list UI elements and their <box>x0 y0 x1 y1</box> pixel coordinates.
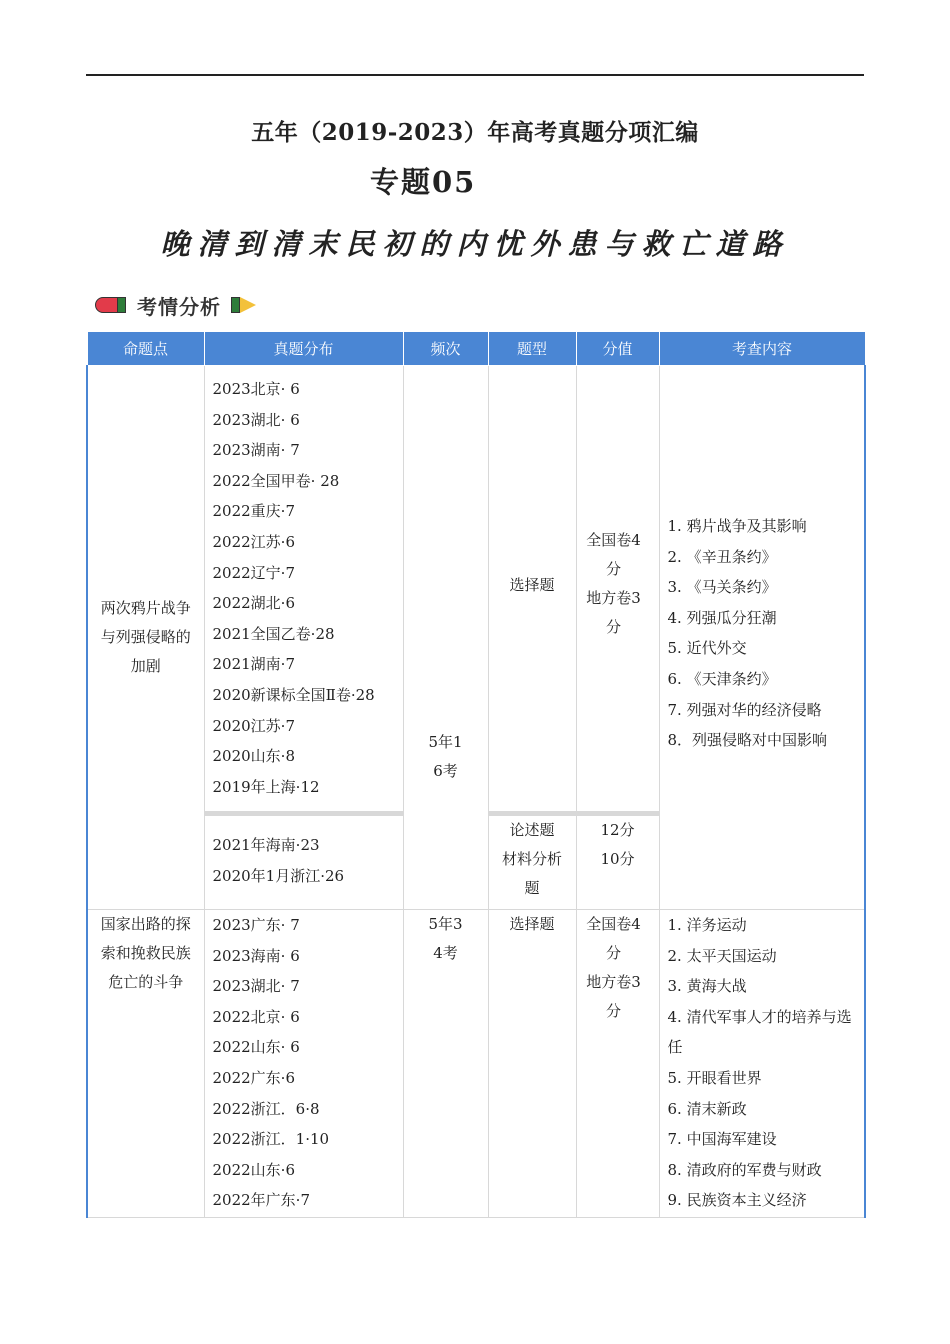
type-cell <box>488 814 576 910</box>
content-list <box>660 511 865 756</box>
list-item: 2022浙江．1·10 <box>212 1130 330 1149</box>
list-item: 2020年1月浙江·26 <box>212 866 345 885</box>
pencil-right-icon <box>231 297 261 313</box>
list-item: 2. 太平天国运动 <box>667 946 777 965</box>
list-item: 7. 中国海军建设 <box>667 1130 777 1149</box>
list-item: 3. 《马关条约》 <box>667 578 777 597</box>
topic-cell <box>87 910 204 1218</box>
list-item: 1. 鸦片战争及其影响 <box>667 517 807 535</box>
section-header <box>95 291 261 319</box>
list-item: 4. 清代军事人才的培养与选任 <box>667 1007 852 1057</box>
score-text: 全国卷4分 地方卷3分 <box>586 531 641 636</box>
col-header-papers: 真题分布 <box>204 332 403 366</box>
list-item: 2022全国甲卷· 28 <box>212 471 340 490</box>
col-header-content: 考查内容 <box>659 332 865 366</box>
score-text: 全国卷4分 地方卷3分 <box>586 915 641 1020</box>
frequency-text: 5年16考 <box>428 732 463 780</box>
type-cell <box>488 366 576 814</box>
list-item: 2022辽宁·7 <box>212 563 295 582</box>
list-item: 2022湖北·6 <box>212 594 295 613</box>
list-item: 2020新课标全国Ⅱ卷·28 <box>212 685 375 704</box>
list-item: 2022江苏·6 <box>212 532 295 551</box>
list-item: 2023湖北· 6 <box>212 410 300 429</box>
list-item: 2020山东·8 <box>212 747 295 766</box>
type-text: 选择题 <box>509 915 555 933</box>
list-item: 2019年上海·12 <box>212 777 320 796</box>
score-cell <box>576 366 659 814</box>
list-item: 6. 清末新政 <box>667 1099 747 1118</box>
list-item: 8．列强侵略对中国影响 <box>667 731 828 750</box>
top-rule <box>86 74 864 76</box>
list-item: 2023广东· 7 <box>212 916 300 934</box>
title-main: 五年（2019-2023）年高考真题分项汇编 <box>251 119 699 146</box>
table-row <box>87 910 865 1218</box>
type-cell <box>488 910 576 1218</box>
papers-cell <box>204 910 403 1218</box>
list-item: 5. 近代外交 <box>667 639 747 658</box>
list-item: 2021湖南·7 <box>212 655 295 674</box>
topic-text: 两次鸦片战争与列强侵略的加剧 <box>100 599 191 675</box>
list-item: 5. 开眼看世界 <box>667 1068 762 1087</box>
content-list <box>660 910 865 1216</box>
frequency-cell <box>403 366 488 910</box>
list-item: 3. 黄海大战 <box>667 977 747 996</box>
type-text: 论述题 材料分析题 <box>501 821 562 897</box>
list-item: 2022年广东·7 <box>212 1191 310 1210</box>
title-topic-number: 专题05 <box>370 165 477 199</box>
list-item: 7. 列强对华的经济侵略 <box>667 700 822 719</box>
list-item: 2. 《辛丑条约》 <box>667 547 777 566</box>
list-item: 1. 洋务运动 <box>667 916 747 934</box>
list-item: 2022山东·6 <box>212 1160 295 1179</box>
col-header-frequency: 频次 <box>403 332 488 366</box>
score-text: 12分 10分 <box>600 821 635 868</box>
list-item: 2023北京· 6 <box>212 380 300 398</box>
list-item: 2023湖北· 7 <box>212 977 300 996</box>
exam-analysis-table <box>86 331 866 1218</box>
topic-cell <box>87 366 204 910</box>
score-cell <box>576 910 659 1218</box>
papers-list <box>205 816 403 891</box>
list-item: 2020江苏·7 <box>212 716 295 735</box>
list-item: 2022重庆·7 <box>212 502 295 521</box>
papers-list <box>205 910 403 1216</box>
list-item: 2021全国乙卷·28 <box>212 624 335 643</box>
col-header-score: 分值 <box>576 332 659 366</box>
list-item: 6. 《天津条约》 <box>667 669 777 688</box>
topic-text: 国家出路的探索和挽救民族危亡的斗争 <box>100 915 191 991</box>
content-cell <box>659 910 865 1218</box>
frequency-cell <box>403 910 488 1218</box>
score-cell <box>576 814 659 910</box>
papers-cell <box>204 366 403 814</box>
table-header-row <box>87 332 865 366</box>
col-header-topic: 命题点 <box>87 332 204 366</box>
col-header-type: 题型 <box>488 332 576 366</box>
list-item: 8. 清政府的军费与财政 <box>667 1160 822 1179</box>
list-item: 2023湖南· 7 <box>212 441 300 460</box>
frequency-text: 5年34考 <box>428 915 463 962</box>
content-cell <box>659 366 865 910</box>
list-item: 2023海南· 6 <box>212 946 300 965</box>
list-item: 2022浙江．6·8 <box>212 1099 320 1118</box>
list-item: 2022北京· 6 <box>212 1007 300 1026</box>
pencil-left-icon <box>95 297 127 313</box>
type-text: 选择题 <box>509 576 555 594</box>
section-label: 考情分析 <box>137 294 221 319</box>
papers-list <box>205 366 403 802</box>
list-item: 4. 列强瓜分狂潮 <box>667 608 777 627</box>
list-item: 2021年海南·23 <box>212 836 320 854</box>
list-item: 2022广东·6 <box>212 1068 295 1087</box>
list-item: 2022山东· 6 <box>212 1038 300 1057</box>
list-item: 9. 民族资本主义经济 <box>667 1191 807 1210</box>
title-topic-name: 晚清到清末民初的内忧外患与救亡道路 <box>160 227 790 261</box>
papers-cell <box>204 814 403 910</box>
table-row <box>87 366 865 814</box>
